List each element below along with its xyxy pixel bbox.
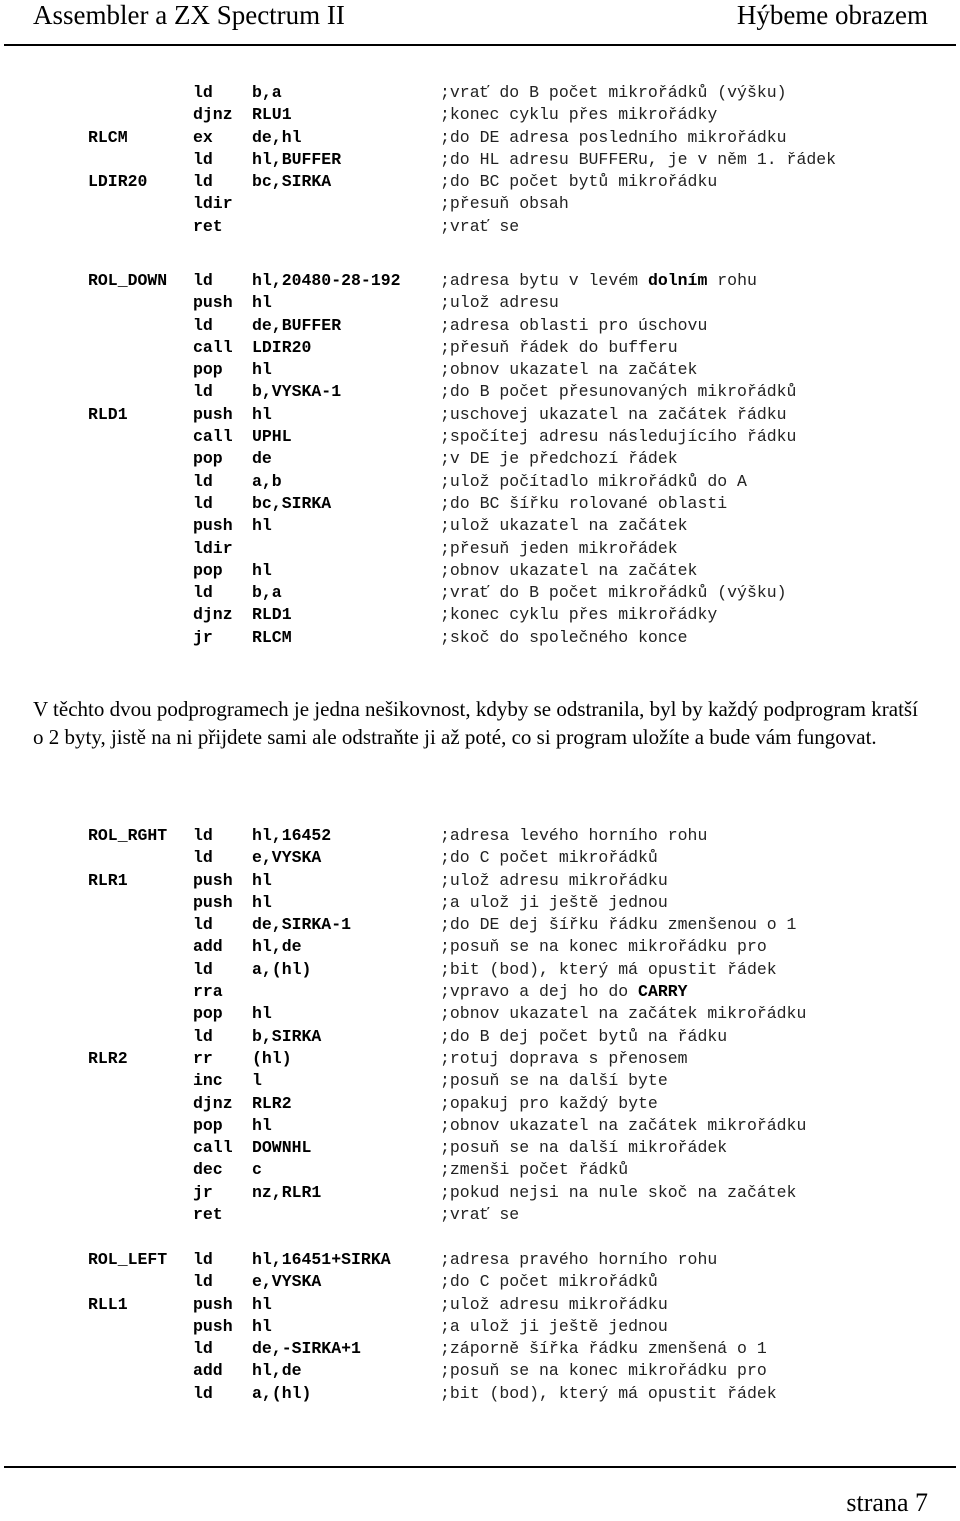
code-operand: c (252, 1160, 262, 1180)
code-operand: RLU1 (252, 105, 292, 125)
code-mnemonic: ld (193, 172, 213, 192)
comment-text: ;skoč do společného konce (440, 627, 688, 647)
code-line (88, 1003, 948, 1025)
code-comment (440, 604, 717, 626)
code-line (88, 1070, 948, 1092)
comment-text: ;záporně šířka řádku zmenšená o 1 (440, 1339, 767, 1359)
code-mnemonic: rra (193, 982, 223, 1002)
comment-text: ;do C počet mikrořádků (440, 848, 658, 868)
code-operand: hl,BUFFER (252, 149, 342, 169)
code-label: RLR2 (88, 1048, 128, 1068)
code-line (88, 959, 948, 981)
code-mnemonic: djnz (193, 105, 233, 125)
comment-text: ;do HL adresu BUFFERu, je v něm 1. řádek (440, 149, 837, 169)
code-operand: hl (252, 1115, 272, 1135)
comment-text: ;do DE dej šířku řádku zmenšenou o 1 (440, 915, 797, 935)
code-line (88, 171, 948, 193)
comment-text: ;posuň se na konec mikrořádku pro (440, 937, 767, 957)
code-comment (440, 515, 688, 537)
comment-text-after: rohu (707, 271, 757, 290)
comment-text: ;konec cyklu přes mikrořádky (440, 105, 718, 125)
footer-rule (4, 1466, 956, 1468)
code-comment (440, 359, 697, 381)
comment-text: ;do B počet přesunovaných mikrořádků (440, 382, 797, 402)
code-comment (440, 1271, 658, 1293)
code-line (88, 127, 948, 149)
code-comment (440, 1249, 717, 1271)
code-line (88, 1048, 948, 1070)
code-mnemonic: push (193, 1294, 233, 1314)
code-mnemonic: djnz (193, 1093, 233, 1113)
code-comment (440, 104, 717, 126)
code-comment (440, 560, 697, 582)
code-line (88, 1249, 948, 1271)
code-comment (440, 914, 796, 936)
comment-text: ;zmenši počet řádků (440, 1160, 629, 1180)
code-operand: hl (252, 1316, 272, 1336)
code-operand: a,(hl) (252, 959, 312, 979)
code-comment (440, 292, 559, 314)
page-number: strana 7 (846, 1488, 928, 1517)
code-line (88, 193, 948, 215)
code-line (88, 1360, 948, 1382)
code-comment (440, 1115, 806, 1137)
code-line (88, 1182, 948, 1204)
code-mnemonic: dec (193, 1160, 223, 1180)
code-line (88, 538, 948, 560)
document-title: Assembler a ZX Spectrum II (33, 0, 345, 30)
code-mnemonic: ld (193, 1339, 213, 1359)
code-comment (440, 1137, 727, 1159)
code-line (88, 892, 948, 914)
code-mnemonic: ld (193, 493, 213, 513)
code-line (88, 315, 948, 337)
code-mnemonic: ldir (193, 538, 233, 558)
code-mnemonic: push (193, 293, 233, 313)
comment-text: ;adresa pravého horního rohu (440, 1250, 718, 1269)
code-operand: hl,de (252, 1361, 302, 1381)
comment-text: ;pokud nejsi na nule skoč na začátek (440, 1182, 797, 1202)
code-line (88, 270, 948, 292)
comment-text: ;a ulož ji ještě jednou (440, 1316, 668, 1336)
code-comment (440, 1316, 668, 1338)
code-line (88, 359, 948, 381)
comment-text: ;přesuň jeden mikrořádek (440, 538, 678, 558)
code-comment (440, 1048, 688, 1070)
code-mnemonic: ret (193, 216, 223, 236)
code-operand: a,b (252, 471, 282, 491)
code-operand: UPHL (252, 427, 292, 447)
code-comment (440, 1026, 727, 1048)
code-operand: b,VYSKA-1 (252, 382, 342, 402)
code-comment (440, 582, 787, 604)
comment-text: ;obnov ukazatel na začátek (440, 560, 698, 580)
code-mnemonic: inc (193, 1071, 223, 1091)
code-label: LDIR20 (88, 172, 148, 192)
comment-text: ;ulož ukazatel na začátek (440, 516, 688, 536)
comment-text: ;adresa levého horního rohu (440, 826, 708, 845)
code-operand: hl (252, 1294, 272, 1314)
code-mnemonic: ld (193, 271, 213, 290)
code-mnemonic: ld (193, 1383, 213, 1403)
code-line (88, 1026, 948, 1048)
code-comment (440, 127, 787, 149)
code-comment (440, 870, 668, 892)
code-mnemonic: pop (193, 1004, 223, 1024)
code-line (88, 104, 948, 126)
code-line (88, 1338, 948, 1360)
code-line (88, 847, 948, 869)
code-comment (440, 1338, 767, 1360)
code-label: ROL_RGHT (88, 826, 168, 845)
comment-text: ;do DE adresa posledního mikrořádku (440, 127, 787, 147)
code-line (88, 604, 948, 626)
code-line (88, 448, 948, 470)
code-comment (440, 337, 678, 359)
code-comment (440, 493, 727, 515)
code-mnemonic: ld (193, 959, 213, 979)
code-comment (440, 538, 678, 560)
code-mnemonic: pop (193, 360, 223, 380)
code-operand: DOWNHL (252, 1138, 312, 1158)
code-mnemonic: ld (193, 315, 213, 335)
code-operand: hl (252, 404, 272, 424)
comment-text: ;bit (bod), který má opustit řádek (440, 959, 777, 979)
code-mnemonic: ld (193, 915, 213, 935)
code-comment (440, 1093, 658, 1115)
code-line (88, 292, 948, 314)
code-line (88, 1294, 948, 1316)
code-operand: de,-SIRKA+1 (252, 1339, 361, 1359)
code-operand: hl (252, 293, 272, 313)
code-mnemonic: add (193, 937, 223, 957)
comment-text: ;obnov ukazatel na začátek mikrořádku (440, 1004, 807, 1024)
code-mnemonic: ld (193, 1272, 213, 1292)
code-line (88, 582, 948, 604)
header-rule (4, 44, 956, 46)
comment-text: ;vpravo a dej ho do (440, 982, 639, 1002)
body-paragraph: V těchto dvou podprogramech je jedna nešikovnost, kdyby se odstranila, byl by každý podprogram kratší o 2 byty, jistě na ni přijdete sami ale odstraňte ji až poté, co si program uložíte a bude vám fungovat. (33, 697, 918, 749)
code-comment (440, 1204, 519, 1226)
code-line (88, 426, 948, 448)
code-mnemonic: push (193, 870, 233, 890)
code-mnemonic: ld (193, 149, 213, 169)
code-line (88, 1115, 948, 1137)
code-comment (440, 825, 707, 847)
code-label: ROL_LEFT (88, 1250, 168, 1269)
code-mnemonic: call (193, 337, 233, 357)
code-label: RLCM (88, 127, 128, 147)
code-line (88, 216, 948, 238)
code-line (88, 1204, 948, 1226)
code-mnemonic: ret (193, 1205, 223, 1225)
code-mnemonic: jr (193, 627, 213, 647)
code-operand: nz,RLR1 (252, 1182, 322, 1202)
comment-text: ;ulož počítadlo mikrořádků do A (440, 471, 747, 491)
comment-text: ;vrať do B počet mikrořádků (výšku) (440, 83, 787, 102)
comment-text: ;vrať se (440, 1205, 520, 1225)
code-operand: b,a (252, 83, 282, 102)
code-line (88, 82, 948, 104)
code-line (88, 560, 948, 582)
code-block-rol-rght (88, 825, 948, 1226)
code-operand: l (252, 1071, 262, 1091)
code-operand: hl (252, 360, 272, 380)
comment-text: ;ulož adresu mikrořádku (440, 1294, 668, 1314)
code-comment (440, 426, 796, 448)
code-comment (440, 404, 787, 426)
code-operand: hl (252, 516, 272, 536)
code-line (88, 1137, 948, 1159)
comment-text: ;a ulož ji ještě jednou (440, 892, 668, 912)
comment-text: ;spočítej adresu následujícího řádku (440, 427, 797, 447)
code-comment (440, 193, 569, 215)
code-operand: (hl) (252, 1048, 292, 1068)
code-operand: hl,16451+SIRKA (252, 1250, 391, 1269)
code-label: ROL_DOWN (88, 271, 168, 290)
code-operand: hl,de (252, 937, 302, 957)
code-comment (440, 959, 777, 981)
code-mnemonic: ex (193, 127, 213, 147)
code-mnemonic: add (193, 1361, 223, 1381)
code-mnemonic: push (193, 404, 233, 424)
code-mnemonic: call (193, 1138, 233, 1158)
code-operand: e,VYSKA (252, 1272, 322, 1292)
chapter-title: Hýbeme obrazem (736, 0, 928, 30)
comment-text: ;posuň se na další mikrořádek (440, 1138, 728, 1158)
code-mnemonic: push (193, 1316, 233, 1336)
code-comment (440, 1294, 668, 1316)
comment-text: ;rotuj doprava s přenosem (440, 1048, 688, 1068)
code-mnemonic: jr (193, 1182, 213, 1202)
code-operand: RLR2 (252, 1093, 292, 1113)
code-comment (440, 1383, 777, 1405)
code-line (88, 1316, 948, 1338)
comment-emphasis: dolním (647, 271, 708, 290)
code-comment (440, 315, 707, 337)
comment-text: ;do C počet mikrořádků (440, 1272, 658, 1292)
code-mnemonic: ld (193, 1026, 213, 1046)
code-comment (440, 1159, 628, 1181)
code-comment (440, 171, 717, 193)
code-mnemonic: push (193, 892, 233, 912)
code-comment (440, 270, 757, 292)
code-line (88, 404, 948, 426)
comment-text: ;do BC počet bytů mikrořádku (440, 172, 718, 192)
code-comment (440, 1070, 668, 1092)
code-operand: e,VYSKA (252, 848, 322, 868)
code-comment (440, 847, 658, 869)
code-line (88, 337, 948, 359)
code-line (88, 471, 948, 493)
code-mnemonic: ld (193, 471, 213, 491)
code-operand: b,a (252, 583, 282, 603)
code-comment (440, 936, 767, 958)
comment-text: ;obnov ukazatel na začátek mikrořádku (440, 1115, 807, 1135)
code-mnemonic: call (193, 427, 233, 447)
code-mnemonic: push (193, 516, 233, 536)
code-operand: de,SIRKA-1 (252, 915, 352, 935)
comment-text: ;ulož adresu mikrořádku (440, 870, 668, 890)
comment-text: ;obnov ukazatel na začátek (440, 360, 698, 380)
code-operand: hl (252, 870, 272, 890)
code-line (88, 870, 948, 892)
code-operand: hl (252, 892, 272, 912)
code-comment (440, 981, 688, 1003)
comment-text: ;vrať do B počet mikrořádků (výšku) (440, 583, 787, 603)
code-mnemonic: ldir (193, 194, 233, 214)
code-mnemonic: ld (193, 382, 213, 402)
code-line (88, 515, 948, 537)
code-operand: b,SIRKA (252, 1026, 322, 1046)
code-comment (440, 149, 836, 171)
comment-text: ;posuň se na konec mikrořádku pro (440, 1361, 767, 1381)
code-line (88, 981, 948, 1003)
code-line (88, 914, 948, 936)
code-operand: RLD1 (252, 605, 292, 625)
code-label: RLR1 (88, 870, 128, 890)
comment-text: ;přesuň obsah (440, 194, 569, 214)
code-mnemonic: ld (193, 848, 213, 868)
code-comment (440, 1182, 796, 1204)
code-comment (440, 448, 678, 470)
code-block-rol-left (88, 1249, 948, 1405)
code-line (88, 627, 948, 649)
comment-text: ;do B dej počet bytů na řádku (440, 1026, 728, 1046)
code-line (88, 825, 948, 847)
code-comment (440, 1003, 806, 1025)
code-line (88, 1159, 948, 1181)
comment-text: ;uschovej ukazatel na začátek řádku (440, 404, 787, 424)
comment-text: ;vrať se (440, 216, 520, 236)
code-operand: RLCM (252, 627, 292, 647)
code-mnemonic: rr (193, 1048, 213, 1068)
comment-text: ;adresa bytu v levém (440, 271, 648, 290)
comment-text: ;ulož adresu (440, 293, 559, 313)
page-header (0, 0, 960, 46)
code-line (88, 936, 948, 958)
code-label: RLD1 (88, 404, 128, 424)
code-line (88, 381, 948, 403)
code-comment (440, 627, 688, 649)
code-mnemonic: ld (193, 83, 213, 102)
code-operand: bc,SIRKA (252, 493, 332, 513)
code-operand: a,(hl) (252, 1383, 312, 1403)
code-mnemonic: pop (193, 1115, 223, 1135)
code-block-rol-down (88, 270, 948, 649)
comment-text: ;v DE je předchozí řádek (440, 449, 678, 469)
code-comment (440, 381, 796, 403)
code-line (88, 1271, 948, 1293)
comment-text: ;přesuň řádek do bufferu (440, 337, 678, 357)
comment-text: ;adresa oblasti pro úschovu (440, 315, 708, 335)
code-comment (440, 1360, 767, 1382)
code-comment (440, 892, 668, 914)
code-block-rlcm (88, 82, 948, 238)
code-label: RLL1 (88, 1294, 128, 1314)
code-operand: de,BUFFER (252, 315, 342, 335)
code-line (88, 149, 948, 171)
code-comment (440, 82, 787, 104)
code-operand: LDIR20 (252, 337, 312, 357)
code-comment (440, 471, 747, 493)
comment-text: ;bit (bod), který má opustit řádek (440, 1383, 777, 1403)
code-mnemonic: ld (193, 1250, 213, 1269)
code-line (88, 1093, 948, 1115)
code-operand: hl,16452 (252, 826, 332, 845)
comment-text: ;do BC šířku rolované oblasti (440, 493, 728, 513)
comment-emphasis: CARRY (638, 982, 688, 1002)
code-line (88, 493, 948, 515)
comment-text: ;posuň se na další byte (440, 1071, 668, 1091)
comment-text: ;opakuj pro každý byte (440, 1093, 658, 1113)
code-mnemonic: pop (193, 560, 223, 580)
code-operand: hl (252, 1004, 272, 1024)
comment-text: ;konec cyklu přes mikrořádky (440, 605, 718, 625)
code-operand: hl,20480-28-192 (252, 271, 401, 290)
code-mnemonic: ld (193, 583, 213, 603)
code-operand: bc,SIRKA (252, 172, 332, 192)
code-mnemonic: pop (193, 449, 223, 469)
code-operand: de (252, 449, 272, 469)
code-mnemonic: djnz (193, 605, 233, 625)
code-line (88, 1383, 948, 1405)
code-operand: de,hl (252, 127, 302, 147)
code-comment (440, 216, 519, 238)
code-operand: hl (252, 560, 272, 580)
code-mnemonic: ld (193, 826, 213, 845)
